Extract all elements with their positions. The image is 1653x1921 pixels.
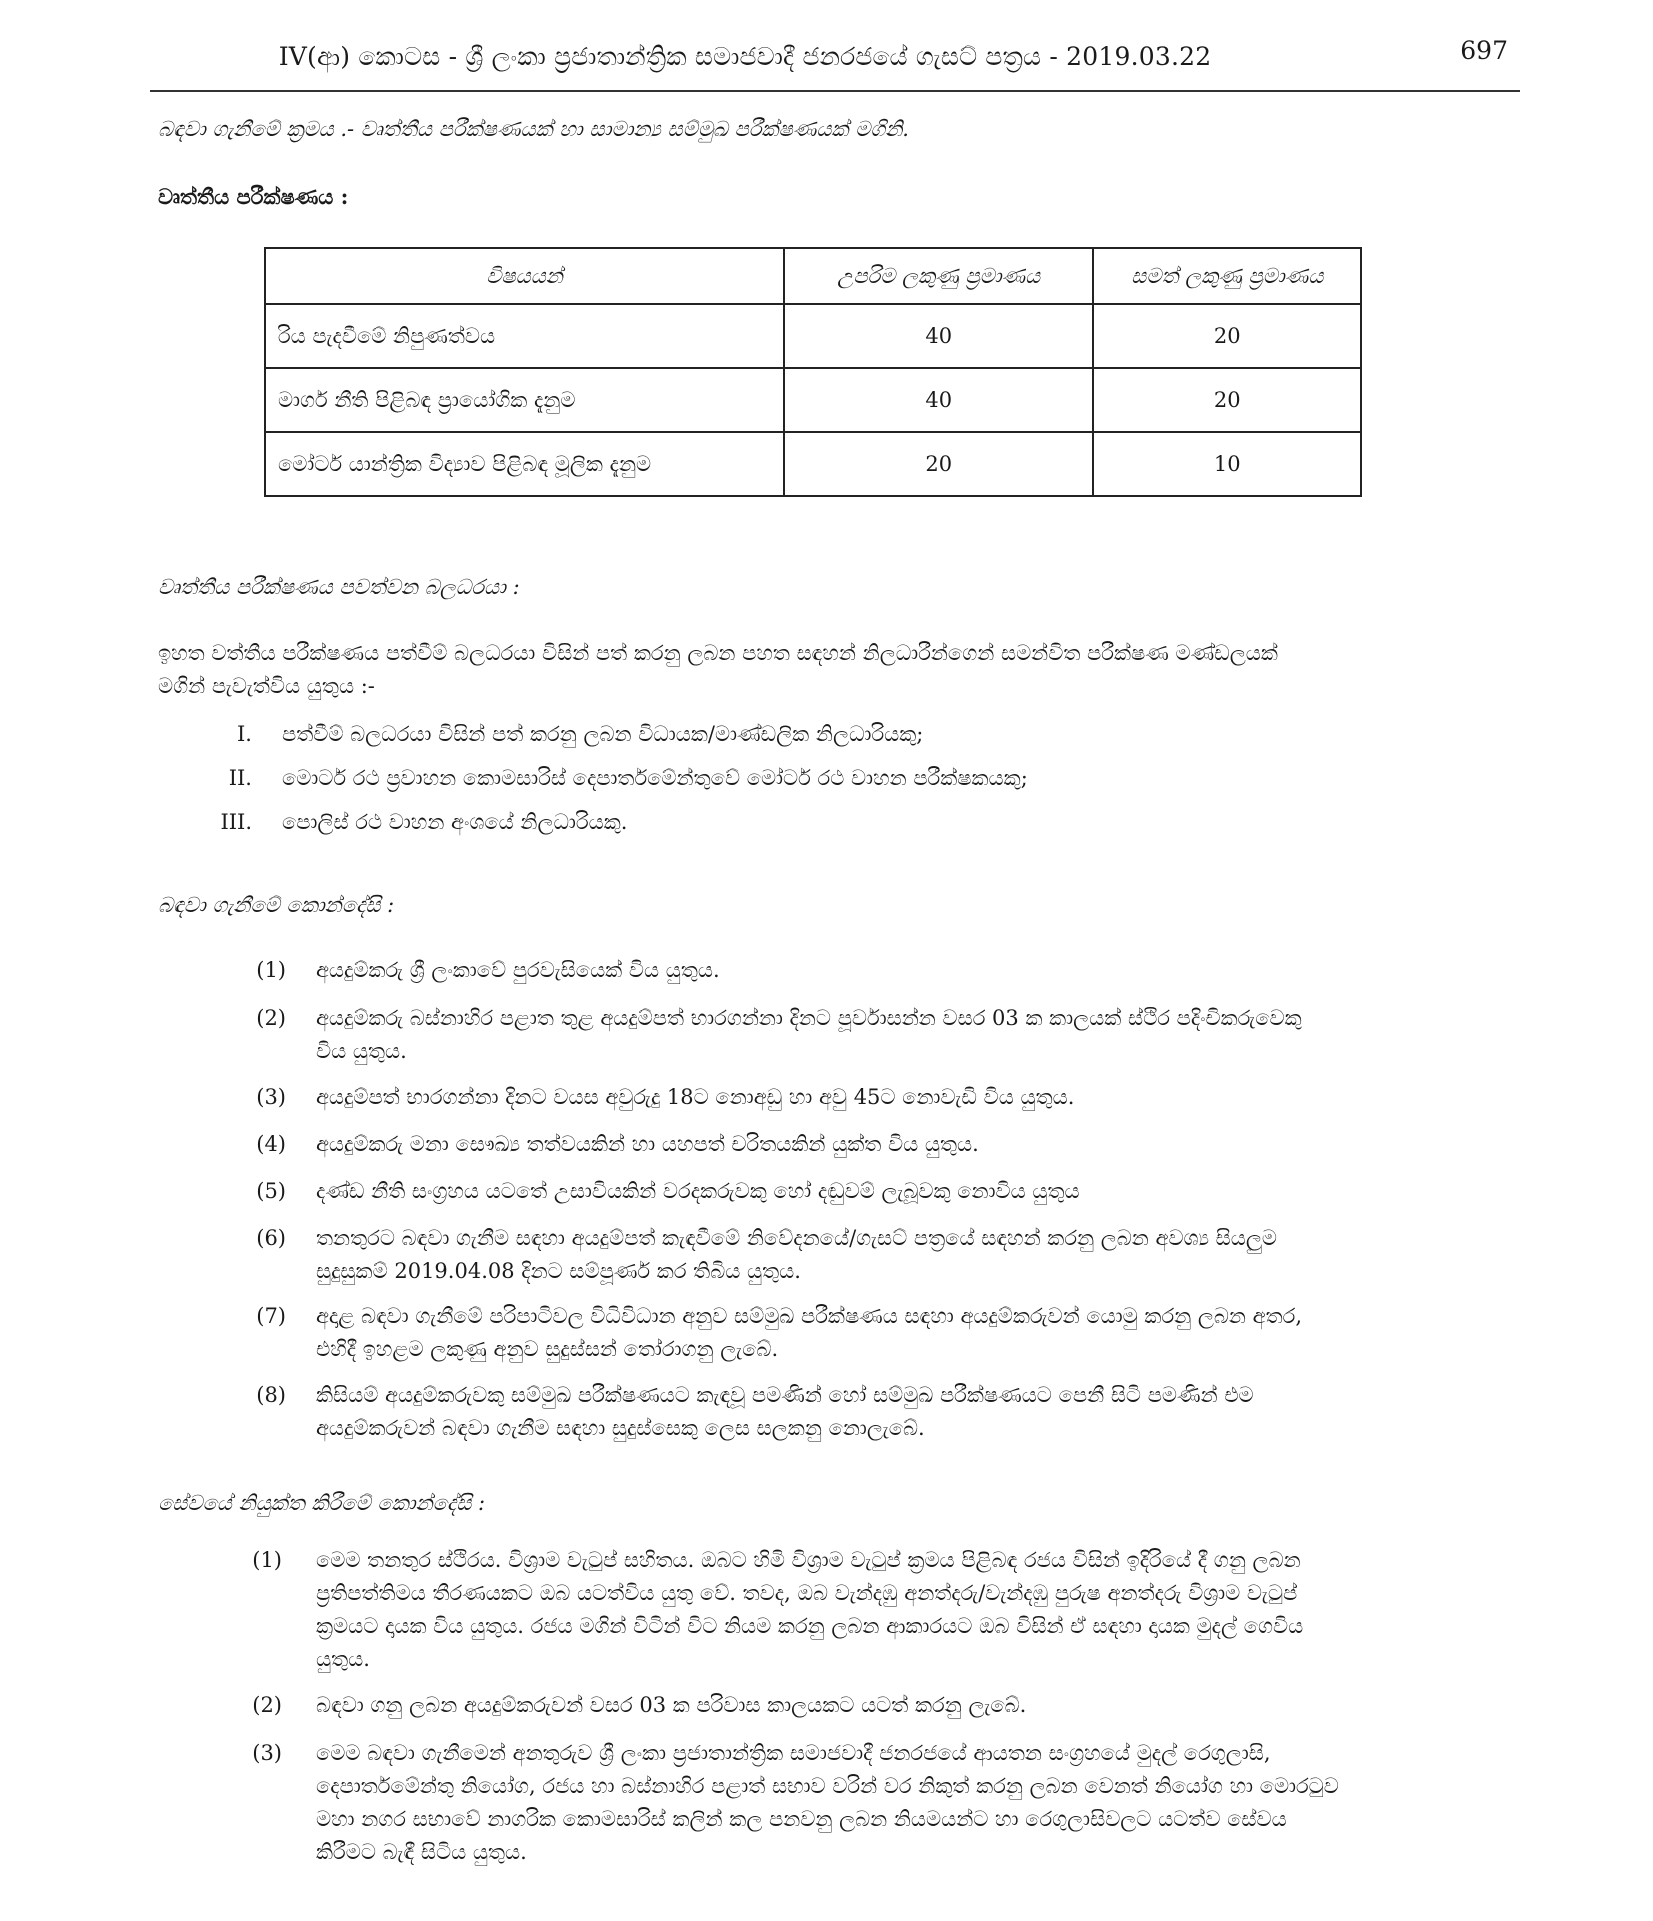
- recruitment-condition-item: [256, 1300, 1520, 1366]
- appointment-condition-item: [252, 1544, 1520, 1676]
- board-member-item: [190, 718, 1520, 751]
- list-item-text: බඳවා ගනු ලබන අයදුම්කරුවන් වසර 03 ක පරිවාස කාලයකට යටත් කරනු ලැබේ.: [316, 1693, 1027, 1717]
- vocational-test-heading: වෘත්තීය පරීක්ෂණය :: [158, 184, 349, 209]
- board-intro-line-2: මගින් පැවැත්විය යුතුය :-: [158, 674, 375, 698]
- list-item-text: අයදුම්කරු ශ්‍රී ලංකාවේ පුරවැසියෙක් විය යුතුය.: [316, 958, 720, 982]
- list-marker: (1): [252, 1548, 282, 1572]
- list-item-text: දණ්ඩ නීති සංග්‍රහය යටතේ උසාවියකින් වරදකරුවකු හෝ දඬුවම් ලැබූවකු නොවිය යුතුය: [316, 1179, 1080, 1203]
- list-item-text: මෙම බඳවා ගැනීමෙන් අනතුරුව ශ්‍රී ලංකා ප්‍රජාතාන්ත්‍රික සමාජවාදී ජනරජයේ ආයතන සංග්‍රහයේ මුදල් රෙගුලාසි, දෙපාර්තමේන්තු නියෝග, රජය හා බස්නාහිර පළාත් සභාව වරින් වර නිකුත් කරනු ලබන වෙනත් නියෝග හා මොරටුව මහා නගර සභාවේ නාගරික කොමසාරිස් කලින් කල පනවනු ලබන නියමයන්ට හා රෙගුලාසිවලට යටත්ව සේවය කිරීමට බැඳී සිටිය යුතුය.: [316, 1741, 1339, 1864]
- list-marker: (1): [256, 958, 286, 982]
- list-marker: I.: [237, 722, 252, 746]
- subject-cell: රිය පැදවීමේ නිපුණත්වය: [265, 304, 784, 368]
- list-item-text: අදාළ බඳවා ගැනීමේ පරිපාටිවල විධිවිධාන අනුව සම්මුඛ පරීක්ෂණය සඳහා අයදුම්කරුවන් යොමු කරනු ලබන අතර, එහිදී ඉහළම ලකුණු අනුව සුදුස්සන් තෝරාගනු ලැබේ.: [316, 1304, 1302, 1361]
- list-item-text: පොලිස් රථ වාහන අංශයේ නිලධාරියකු.: [282, 810, 628, 834]
- list-item-text: අයදුම්කරු මනා සෞඛ්‍ය තත්වයකින් හා යහපත් චරිතයකින් යුක්ත විය යුතුය.: [316, 1132, 979, 1156]
- list-item-text: තනතුරට බඳවා ගැනීම සඳහා අයදුම්පත් කැඳවීමේ නිවේදනයේ/ගැසට් පත්‍රයේ සඳහන් කරනු ලබන අවශ්‍ය සියලුම සුදුසුකම් 2019.04.08 දිනට සම්පූර්ණ කර තිබිය යුතුය.: [316, 1226, 1278, 1283]
- column-header-pass-marks: සමත් ලකුණු ප්‍රමාණය: [1093, 248, 1361, 304]
- list-marker: (6): [256, 1226, 286, 1250]
- list-item-text: මෙම තනතුර ස්ථිරය. විශ්‍රාම වැටුප් සහිතය. ඔබට හිමි විශ්‍රාම වැටුප් ක්‍රමය පිළිබඳ රජය විසින් ඉදිරියේ දී ගනු ලබන ප්‍රතිපත්තිමය තීරණයකට ඔබ යටත්විය යුතු වේ. තවද, ඔබ වැන්දඹු අනත්දරු/වැන්දඹු පුරුෂ අනත්දරු විශ්‍රාම වැටුප් ක්‍රමයට දායක විය යුතුය. රජය මගින් විටින් විට නියම කරනු ලබන ආකාරයට ඔබ විසින් ඒ සඳහා දායක මුදල් ගෙවිය යුතුය.: [316, 1548, 1304, 1671]
- appointment-condition-item: [252, 1689, 1520, 1722]
- table-header-row: [265, 248, 1361, 304]
- list-item-text: අයදුම්පත් භාරගන්නා දිනට වයස අවුරුදු 18ට නොඅඩු හා අවු 45ට නොවැඩි විය යුතුය.: [316, 1085, 1075, 1109]
- header-title: IV(ආ) කොටස - ශ්‍රී ලංකා ප්‍රජාතාන්ත්‍රික සමාජවාදී ජනරජයේ ගැසට් පත්‍රය - 2019.03.22: [278, 42, 1212, 71]
- list-marker: (3): [252, 1741, 282, 1765]
- list-marker: (2): [256, 1006, 286, 1030]
- recruitment-condition-item: [256, 1175, 1520, 1208]
- appointment-conditions-heading: සේවයේ නියුක්ත කිරීමේ කොන්දේසි :: [158, 1491, 486, 1515]
- table-row: [265, 304, 1361, 368]
- list-marker: III.: [220, 810, 252, 834]
- subject-cell: මාර්ග නීති පිළිබඳ ප්‍රායෝගික දැනුම: [265, 368, 784, 432]
- page-number: 697: [1460, 36, 1508, 65]
- recruitment-condition-item: [256, 1222, 1520, 1288]
- subject-cell: මෝටර් යාන්ත්‍රික විද්‍යාව පිළිබඳ මූලික දැනුම: [265, 432, 784, 496]
- board-member-item: [190, 762, 1520, 795]
- recruitment-conditions-heading: බඳවා ගැනීමේ කොන්දේසි :: [158, 893, 395, 917]
- vocational-test-table: [264, 247, 1362, 497]
- list-marker: (4): [256, 1132, 286, 1156]
- pass-marks-cell: 10: [1093, 432, 1361, 496]
- board-heading: වෘත්තීය පරීක්ෂණය පවත්වන බලධරයා :: [158, 575, 520, 599]
- recruitment-method: බඳවා ගැනීමේ ක්‍රමය .- වෘත්තීය පරීක්ෂණයක් හා සාමාන්‍ය සම්මුඛ පරීක්ෂණයක් මගිනි.: [158, 117, 909, 141]
- list-item-text: අයදුම්කරු බස්නාහිර පළාත තුළ අයදුම්පත් භාරගන්නා දිනට පූර්වාසන්න වසර 03 ක කාලයක් ස්ථිර පදිංචිකරුවෙකු විය යුතුය.: [316, 1006, 1302, 1063]
- appointment-condition-item: [252, 1737, 1520, 1869]
- list-marker: (8): [256, 1383, 286, 1407]
- table-row: [265, 432, 1361, 496]
- list-marker: (3): [256, 1085, 286, 1109]
- recruitment-condition-item: [256, 1002, 1520, 1068]
- list-marker: II.: [228, 766, 252, 790]
- list-marker: (2): [252, 1693, 282, 1717]
- recruitment-condition-item: [256, 1379, 1520, 1445]
- column-header-max-marks: උපරිම ලකුණු ප්‍රමාණය: [784, 248, 1093, 304]
- list-marker: (7): [256, 1304, 286, 1328]
- column-header-subjects: විෂයයන්: [265, 248, 784, 304]
- board-intro-line-1: ඉහත වත්තීය පරීක්ෂණය පත්වීම් බලධරයා විසින් පත් කරනු ලබන පහත සඳහන් නිලධාරීන්ගෙන් සමන්විත පරීක්ෂණ මණ්ඩලයක්: [158, 641, 1278, 665]
- list-item-text: මොටර් රථ ප්‍රවාහන කොමසාරිස් දෙපාර්තමේන්තුවේ මෝටර් රථ වාහන පරීක්ෂකයකු;: [282, 766, 1028, 790]
- recruitment-condition-item: [256, 1128, 1520, 1161]
- recruitment-condition-item: [256, 1081, 1520, 1114]
- max-marks-cell: 40: [784, 304, 1093, 368]
- max-marks-cell: 20: [784, 432, 1093, 496]
- recruitment-condition-item: [256, 954, 1520, 987]
- page-header: [150, 34, 1520, 92]
- pass-marks-cell: 20: [1093, 368, 1361, 432]
- pass-marks-cell: 20: [1093, 304, 1361, 368]
- table-row: [265, 368, 1361, 432]
- list-marker: (5): [256, 1179, 286, 1203]
- list-item-text: කිසියම් අයදුම්කරුවකු සම්මුඛ පරීක්ෂණයට කැඳවූ පමණින් හෝ සම්මුඛ පරීක්ෂණයට පෙනී සිටි පමණින් එම අයදුම්කරුවන් බඳවා ගැනීම සඳහා සුදුස්සෙකු ලෙස සලකනු නොලැබේ.: [316, 1383, 1254, 1440]
- list-item-text: පත්වීම් බලධරයා විසින් පත් කරනු ලබන විධායක/මාණ්ඩලික නිලධාරියකු;: [282, 722, 924, 746]
- board-member-item: [190, 806, 1520, 839]
- max-marks-cell: 40: [784, 368, 1093, 432]
